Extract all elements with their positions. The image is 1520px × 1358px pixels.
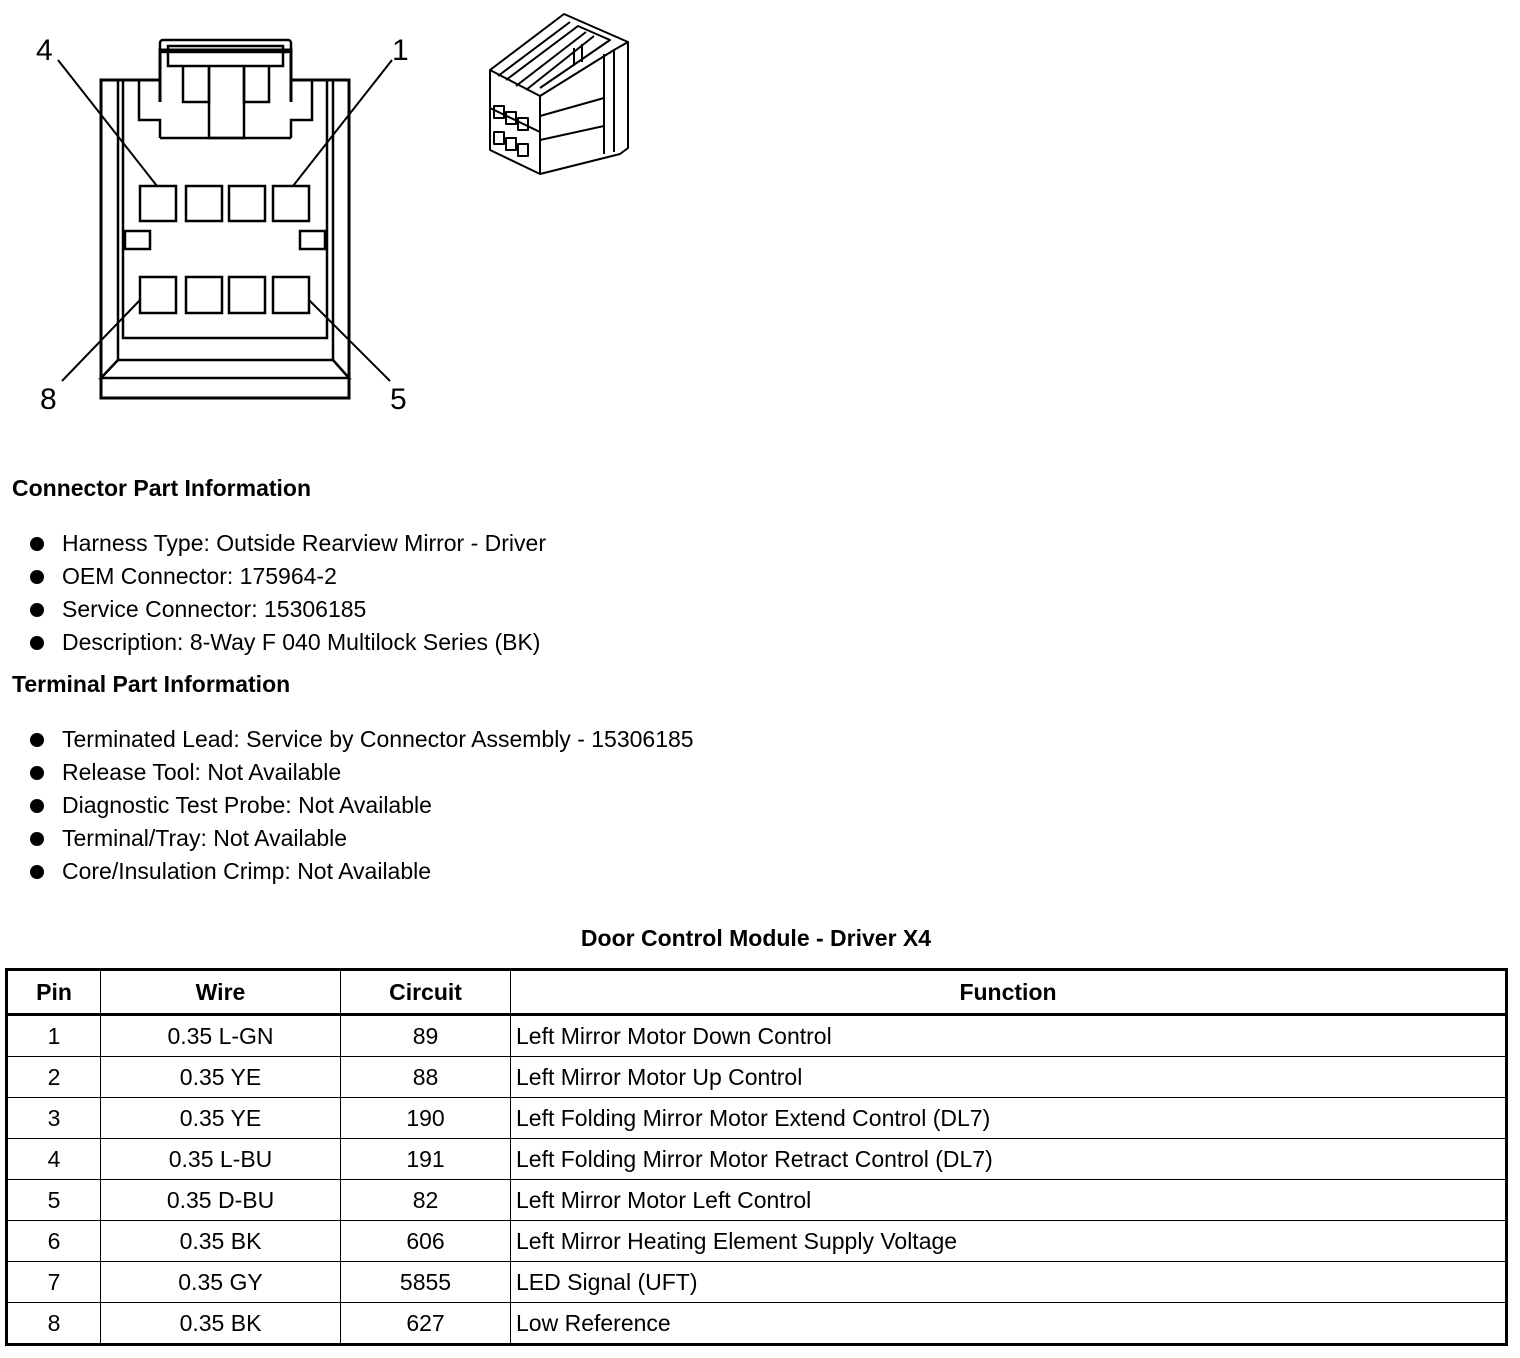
- function-cell: Left Mirror Motor Up Control: [511, 1057, 1507, 1098]
- wire-cell: 0.35 GY: [101, 1262, 341, 1303]
- wire-cell: 0.35 BK: [101, 1221, 341, 1262]
- connector-isometric-icon: [478, 8, 648, 183]
- wire-cell: 0.35 L-GN: [101, 1015, 341, 1057]
- table-header-row: [7, 970, 1507, 1015]
- function-cell: Left Folding Mirror Motor Retract Control (DL7): [511, 1139, 1507, 1180]
- connector-face-diagram: [0, 0, 440, 430]
- pin-cell: 8: [7, 1303, 101, 1345]
- list-item: Harness Type: Outside Rearview Mirror - Driver: [30, 527, 546, 560]
- pinout-table: [5, 968, 1508, 1346]
- table-row: [7, 1262, 1507, 1303]
- table-row: [7, 1098, 1507, 1139]
- column-header-function: Function: [511, 970, 1507, 1015]
- wire-cell: 0.35 YE: [101, 1057, 341, 1098]
- column-header-wire: Wire: [101, 970, 341, 1015]
- wire-cell: 0.35 YE: [101, 1098, 341, 1139]
- function-cell: LED Signal (UFT): [511, 1262, 1507, 1303]
- column-header-circuit: Circuit: [341, 970, 511, 1015]
- function-cell: Low Reference: [511, 1303, 1507, 1345]
- circuit-cell: 88: [341, 1057, 511, 1098]
- pin-callout-8: 8: [40, 383, 57, 416]
- pin-cell: 1: [7, 1015, 101, 1057]
- list-item: Terminated Lead: Service by Connector Assembly - 15306185: [30, 723, 694, 756]
- table-row: [7, 1303, 1507, 1345]
- connector-part-info-heading: Connector Part Information: [12, 475, 312, 501]
- list-item: Release Tool: Not Available: [30, 756, 694, 789]
- circuit-cell: 606: [341, 1221, 511, 1262]
- list-item: Service Connector: 15306185: [30, 593, 546, 626]
- connector-part-info-list: [30, 527, 546, 659]
- terminal-part-info-list: [30, 723, 694, 888]
- circuit-cell: 5855: [341, 1262, 511, 1303]
- wire-cell: 0.35 BK: [101, 1303, 341, 1345]
- list-item: Core/Insulation Crimp: Not Available: [30, 855, 694, 888]
- table-row: [7, 1015, 1507, 1057]
- table-row: [7, 1221, 1507, 1262]
- list-item: Diagnostic Test Probe: Not Available: [30, 789, 694, 822]
- pin-callout-4: 4: [36, 34, 53, 67]
- list-item: Terminal/Tray: Not Available: [30, 822, 694, 855]
- circuit-cell: 627: [341, 1303, 511, 1345]
- wire-cell: 0.35 L-BU: [101, 1139, 341, 1180]
- table-row: [7, 1180, 1507, 1221]
- function-cell: Left Mirror Motor Down Control: [511, 1015, 1507, 1057]
- pin-callout-5: 5: [390, 383, 407, 416]
- circuit-cell: 82: [341, 1180, 511, 1221]
- list-item: OEM Connector: 175964-2: [30, 560, 546, 593]
- circuit-cell: 190: [341, 1098, 511, 1139]
- column-header-pin: Pin: [7, 970, 101, 1015]
- pin-cell: 5: [7, 1180, 101, 1221]
- pin-cell: 6: [7, 1221, 101, 1262]
- function-cell: Left Mirror Heating Element Supply Voltage: [511, 1221, 1507, 1262]
- pin-cell: 2: [7, 1057, 101, 1098]
- function-cell: Left Folding Mirror Motor Extend Control (DL7): [511, 1098, 1507, 1139]
- pin-cell: 4: [7, 1139, 101, 1180]
- wire-cell: 0.35 D-BU: [101, 1180, 341, 1221]
- function-cell: Left Mirror Motor Left Control: [511, 1180, 1507, 1221]
- table-row: [7, 1057, 1507, 1098]
- pin-cell: 7: [7, 1262, 101, 1303]
- circuit-cell: 89: [341, 1015, 511, 1057]
- terminal-part-info-heading: Terminal Part Information: [12, 671, 291, 697]
- list-item: Description: 8-Way F 040 Multilock Series (BK): [30, 626, 546, 659]
- pin-cell: 3: [7, 1098, 101, 1139]
- circuit-cell: 191: [341, 1139, 511, 1180]
- table-row: [7, 1139, 1507, 1180]
- pin-callout-1: 1: [392, 34, 409, 67]
- table-title: Door Control Module - Driver X4: [580, 925, 932, 951]
